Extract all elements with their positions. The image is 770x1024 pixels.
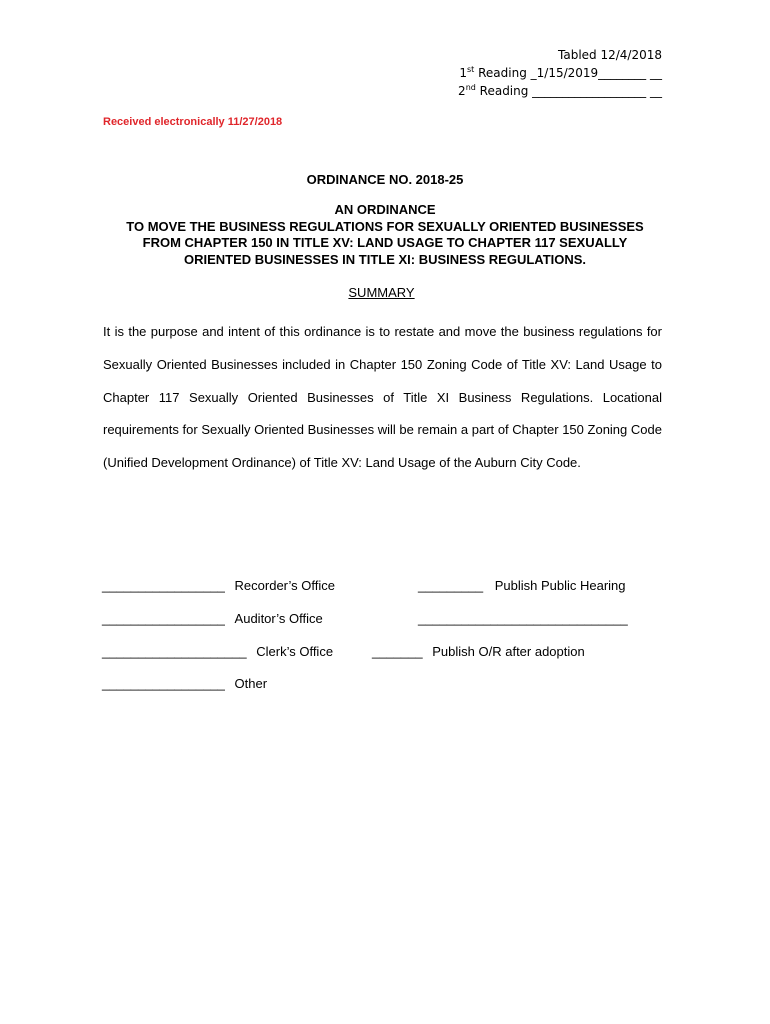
- second-reading: [422, 82, 662, 100]
- signoff-recorders-office: [102, 578, 335, 593]
- signoff-blank-line: _____________________________: [418, 611, 628, 626]
- signoff-publish-public-hearing: [418, 578, 626, 593]
- signoff-label: Publish Public Hearing: [494, 578, 626, 593]
- signoff-other: [102, 676, 267, 691]
- ordinance-title-line: TO MOVE THE BUSINESS REGULATIONS FOR SEXUALLY ORIENTED BUSINESSES: [126, 218, 644, 234]
- reading-schedule: [422, 46, 662, 100]
- signoff-label: Auditor’s Office: [234, 611, 323, 626]
- ordinance-title-line: AN ORDINANCE: [334, 202, 436, 217]
- signature-blank: ____________________: [102, 644, 247, 659]
- first-reading-number: 1: [459, 66, 467, 80]
- summary-body: It is the purpose and intent of this ordinance is to restate and move the business regulations for Sexually Oriented Businesses included in Chapter 150 Zoning Code of Title XV: Land Usage to Chapter 117 Sexually Oriented Businesses of Title XI Business Regulations. Locational requirements for Sexually Oriented Businesses will be remain a part of Chapter 150 Zoning Code (Unified Development Ordinance) of Title XV: Land Usage of the Auburn City Code.: [103, 324, 662, 471]
- second-reading-number: 2: [458, 84, 466, 98]
- signature-blank: _________________: [102, 676, 225, 691]
- ordinance-title-line: FROM CHAPTER 150 IN TITLE XV: LAND USAGE TO CHAPTER 117 SEXUALLY: [142, 235, 628, 250]
- signoff-label: Other: [234, 676, 268, 691]
- signature-blank: _________________: [102, 611, 225, 626]
- signoff-label: Publish O/R after adoption: [432, 644, 585, 659]
- first-reading-suffix: st: [467, 65, 475, 74]
- signoff-clerks-office: [102, 644, 333, 659]
- first-reading: [422, 64, 662, 82]
- signoff-auditors-office: [102, 611, 323, 626]
- signoff-label: Recorder’s Office: [234, 578, 335, 593]
- ordinance-number: ORDINANCE NO. 2018-25: [306, 172, 464, 187]
- signoff-publish-or-after-adoption: [372, 644, 585, 659]
- second-reading-suffix: nd: [465, 83, 476, 92]
- signoff-label: Clerk’s Office: [256, 644, 334, 659]
- second-reading-date: Reading ___________________ __: [475, 84, 662, 98]
- signature-blank: _________: [418, 578, 484, 593]
- signature-blank: _________________: [102, 578, 225, 593]
- received-stamp: Received electronically 11/27/2018: [103, 116, 283, 128]
- tabled-date: Tabled 12/4/2018: [558, 48, 662, 62]
- ordinance-title-line: ORIENTED BUSINESSES IN TITLE XI: BUSINESS REGULATIONS.: [183, 251, 587, 267]
- summary-heading: SUMMARY: [348, 285, 415, 300]
- signature-blank: _______: [372, 644, 423, 659]
- ordinance-title: [0, 202, 770, 268]
- first-reading-date: Reading _1/15/2019________ __: [474, 66, 662, 80]
